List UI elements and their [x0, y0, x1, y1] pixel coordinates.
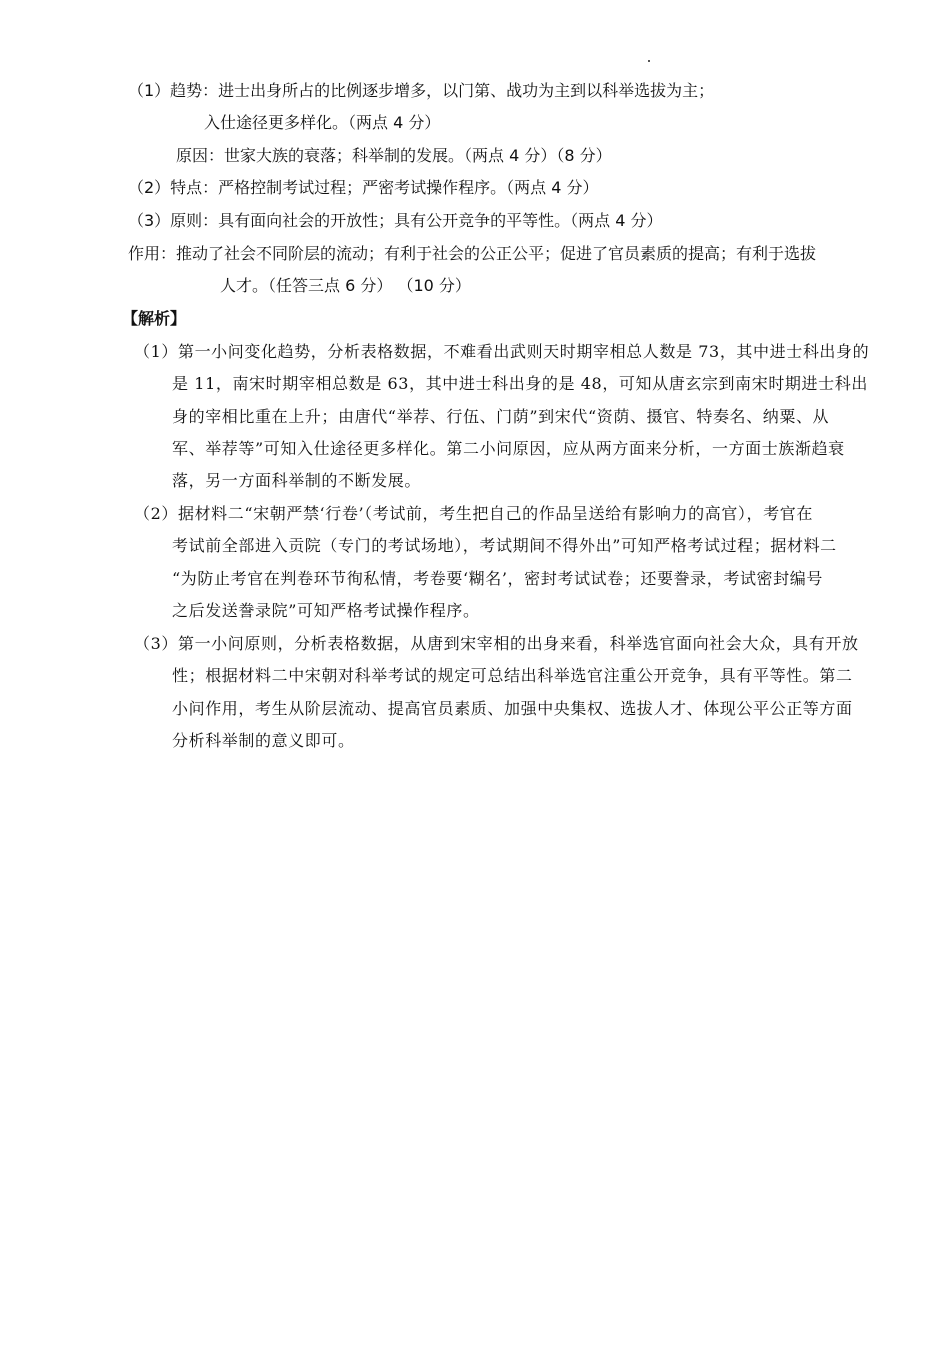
analysis-p2-line: （2）据材料二“宋朝严禁‘行卷’（考试前，考生把自己的作品呈送给有影响力的高官），考官在	[134, 504, 813, 523]
analysis-p2-line: “为防止考官在判卷环节徇私情，考卷要‘糊名’，密封考试试卷；还要誊录，考试密封编号	[172, 569, 823, 588]
analysis-p3-line: （3）第一小问原则，分析表格数据，从唐到宋宰相的出身来看，科举选官面向社会大众，具有开放	[134, 634, 859, 653]
analysis-p1-line: 军、举荐等”可知入仕途径更多样化。第二小问原因，应从两方面来分析，一方面士族渐趋衰	[172, 439, 845, 458]
answer-q1-trend-line1: （1）趋势：进士出身所占的比例逐步增多，以门第、战功为主到以科举选拔为主；	[128, 81, 715, 100]
analysis-p1-line: 身的宰相比重在上升；由唐代“举荐、行伍、门荫”到宋代“资荫、摄官、特奏名、纳粟、从	[172, 407, 830, 426]
analysis-p2-line: 考试前全部进入贡院（专门的考试场地），考试期间不得外出”可知严格考试过程；据材料二	[172, 536, 837, 555]
analysis-heading: 【解析】	[122, 309, 187, 328]
answer-q2-feature: （2）特点：严格控制考试过程；严密考试操作程序。（两点 4 分）	[128, 178, 599, 197]
analysis-p3-line: 分析科举制的意义即可。	[172, 731, 355, 750]
answer-q1-reason: 原因：世家大族的衰落；科举制的发展。（两点 4 分）（8 分）	[176, 146, 612, 165]
answer-q1-trend-line2: 入仕途径更多样化。（两点 4 分）	[204, 113, 441, 132]
answer-q3-principle: （3）原则：具有面向社会的开放性；具有公开竞争的平等性。（两点 4 分）	[128, 211, 663, 230]
analysis-p1-line: 落，另一方面科举制的不断发展。	[172, 471, 422, 490]
analysis-p3-line: 性；根据材料二中宋朝对科举考试的规定可总结出科举选官注重公开竞争，具有平等性。第二	[172, 666, 853, 685]
answer-q3-effect-line1: 作用：推动了社会不同阶层的流动；有利于社会的公正公平；促进了官员素质的提高；有利于选拔	[128, 244, 817, 263]
answer-q3-effect-line2: 人才。（任答三点 6 分） （10 分）	[220, 276, 471, 295]
analysis-p1-line: （1）第一小问变化趋势，分析表格数据，不难看出武则天时期宰相总人数是 73，其中进士科出身的	[134, 342, 870, 361]
analysis-p3-line: 小问作用，考生从阶层流动、提高官员素质、加强中央集权、选拔人才、体现公平公正等方面	[172, 699, 853, 718]
analysis-p2-line: 之后发送誊录院”可知严格考试操作程序。	[172, 601, 480, 620]
scan-dot	[648, 60, 650, 62]
analysis-p1-line: 是 11，南宋时期宰相总数是 63，其中进士科出身的是 48，可知从唐玄宗到南宋时期进士科出	[172, 374, 868, 393]
